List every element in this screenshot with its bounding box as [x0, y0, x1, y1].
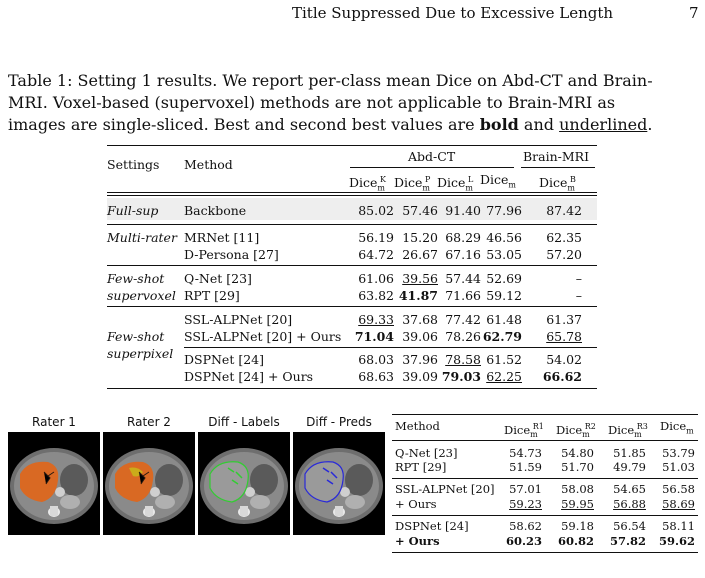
- value-cell: 57.20: [546, 247, 582, 262]
- dice-header-row: [107, 171, 597, 193]
- method-cell: Q-Net [23]: [395, 446, 458, 460]
- value-cell: 51.59: [509, 460, 542, 474]
- value-cell: 37.68: [402, 312, 438, 327]
- value-cell: 51.70: [561, 460, 594, 474]
- method-cell: DSPNet [24]: [395, 519, 469, 533]
- dice-k-header: Dice$_m^K$: [349, 175, 386, 193]
- value-cell: 39.06: [402, 329, 438, 344]
- method-cell: SSL-ALPNet [20] + Ours: [184, 329, 342, 344]
- rater-table-row: [392, 482, 698, 497]
- value-cell: 56.58: [662, 482, 695, 496]
- value-cell: 68.63: [358, 369, 394, 384]
- value-cell: –: [575, 288, 582, 303]
- value-cell: 59.62: [658, 534, 695, 548]
- ct-slice-image: [8, 432, 100, 535]
- caption-line-3: images are single-sliced. Best and second best values are bold and underlined.: [8, 115, 653, 134]
- caption-line-2: MRI. Voxel-based (supervoxel) methods are not applicable to Brain-MRI as: [8, 93, 616, 112]
- value-cell: 37.96: [402, 352, 438, 367]
- value-cell: 58.69: [662, 497, 695, 511]
- rater-table-row: [392, 460, 698, 475]
- value-cell: 68.03: [358, 352, 394, 367]
- dice-l-header: Dice$_m^L$: [437, 175, 474, 193]
- value-cell: 56.88: [613, 497, 646, 511]
- rater-col-r3-header: Dice$_m^{R3}$: [608, 422, 648, 440]
- image-label: Rater 2: [127, 415, 171, 429]
- value-cell: 54.02: [546, 352, 582, 367]
- rater-col-mean-header: Dice$_m$: [660, 419, 694, 436]
- value-cell: 54.73: [509, 446, 542, 460]
- ct-slice-image: [198, 432, 290, 535]
- value-cell: 59.23: [509, 497, 542, 511]
- col-abd-ct-header: Abd-CT: [408, 149, 456, 164]
- setting-label: supervoxel: [107, 288, 176, 303]
- value-cell: 51.85: [613, 446, 646, 460]
- table-caption: [8, 70, 698, 136]
- value-cell: 39.09: [402, 369, 438, 384]
- method-cell: Q-Net [23]: [184, 271, 252, 286]
- dice-mean-header: Dice$_m$: [480, 172, 517, 190]
- method-cell: DSPNet [24] + Ours: [184, 369, 314, 384]
- value-cell: 61.52: [486, 352, 522, 367]
- value-cell: 53.79: [662, 446, 695, 460]
- rater-col-r1-header: Dice$_m^{R1}$: [504, 422, 544, 440]
- method-cell: Backbone: [184, 203, 247, 218]
- value-cell: 67.16: [445, 247, 481, 262]
- value-cell: 26.67: [402, 247, 438, 262]
- setting-label: superpixel: [107, 346, 174, 361]
- value-cell: 61.06: [358, 271, 394, 286]
- setting-label: Few-shot: [107, 271, 165, 286]
- value-cell: 51.03: [662, 460, 695, 474]
- col-brain-mri-header: Brain-MRI: [523, 149, 590, 164]
- method-cell: D-Persona [27]: [184, 247, 279, 262]
- value-cell: 91.40: [445, 203, 481, 218]
- value-cell: 59.18: [561, 519, 594, 533]
- setting-label: Few-shot: [107, 329, 165, 344]
- image-label: Diff - Labels: [208, 415, 280, 429]
- ct-slice-image: [293, 432, 385, 535]
- method-cell: + Ours: [395, 534, 440, 548]
- rater-table-row: [392, 519, 698, 534]
- value-cell: 58.08: [561, 482, 594, 496]
- value-cell: 66.62: [542, 369, 582, 384]
- table-row: [107, 202, 597, 220]
- value-cell: 52.69: [486, 271, 522, 286]
- rater-table-row: [392, 446, 698, 461]
- table-row: [107, 270, 597, 288]
- page-number: 7: [689, 4, 699, 22]
- value-cell: 46.56: [486, 230, 522, 245]
- value-cell: 61.37: [546, 312, 582, 327]
- value-cell: 71.04: [354, 329, 394, 344]
- col-method-header: Method: [184, 157, 233, 172]
- table-row: [107, 287, 597, 305]
- setting-label: Multi-rater: [107, 230, 177, 245]
- value-cell: 15.20: [402, 230, 438, 245]
- value-cell: 57.82: [609, 534, 646, 548]
- rater-table-row: [392, 534, 698, 549]
- value-cell: 65.78: [546, 329, 582, 344]
- value-cell: 54.80: [561, 446, 594, 460]
- value-cell: 39.56: [402, 271, 438, 286]
- dice-p-header: Dice$_m^P$: [394, 175, 431, 193]
- value-cell: 85.02: [358, 203, 394, 218]
- table-row: [107, 311, 597, 329]
- caption-line-1: Table 1: Setting 1 results. We report per-class mean Dice on Abd-CT and Brain-: [8, 71, 653, 90]
- value-cell: 78.26: [445, 329, 481, 344]
- method-cell: + Ours: [395, 497, 437, 511]
- dice-b-header: Dice$_m^B$: [539, 175, 576, 193]
- value-cell: 61.48: [486, 312, 522, 327]
- page-header: [0, 4, 705, 26]
- bold-word: bold: [479, 115, 519, 134]
- method-cell: RPT [29]: [395, 460, 447, 474]
- value-cell: 60.82: [557, 534, 594, 548]
- value-cell: 60.23: [505, 534, 542, 548]
- segmentation-figure: [7, 415, 384, 537]
- method-cell: RPT [29]: [184, 288, 240, 303]
- value-cell: 62.35: [546, 230, 582, 245]
- value-cell: 56.19: [358, 230, 394, 245]
- value-cell: 57.01: [509, 482, 542, 496]
- method-cell: DSPNet [24]: [184, 352, 264, 367]
- value-cell: 58.62: [509, 519, 542, 533]
- value-cell: 79.03: [441, 369, 481, 384]
- image-label: Rater 1: [32, 415, 76, 429]
- value-cell: 78.58: [445, 352, 481, 367]
- underlined-word: underlined: [559, 115, 648, 134]
- value-cell: 54.65: [613, 482, 646, 496]
- col-settings-header: Settings: [107, 157, 160, 172]
- value-cell: 62.79: [482, 329, 522, 344]
- value-cell: 57.46: [402, 203, 438, 218]
- table-row: [107, 246, 597, 264]
- value-cell: 49.79: [613, 460, 646, 474]
- value-cell: 58.11: [662, 519, 695, 533]
- table-row: [107, 368, 597, 386]
- value-cell: 53.05: [486, 247, 522, 262]
- method-cell: SSL-ALPNet [20]: [184, 312, 293, 327]
- running-title: Title Suppressed Due to Excessive Length: [292, 4, 614, 22]
- image-label: Diff - Preds: [306, 415, 372, 429]
- value-cell: 68.29: [445, 230, 481, 245]
- value-cell: 59.95: [561, 497, 594, 511]
- value-cell: 59.12: [486, 288, 522, 303]
- setting-label: Full-sup: [107, 203, 159, 218]
- table-row: [107, 229, 597, 247]
- rater-table-row: [392, 497, 698, 512]
- value-cell: 71.66: [445, 288, 481, 303]
- table-row: [107, 328, 597, 346]
- rater-col-r2-header: Dice$_m^{R2}$: [556, 422, 596, 440]
- value-cell: 77.42: [445, 312, 481, 327]
- value-cell: 62.25: [486, 369, 522, 384]
- value-cell: 64.72: [358, 247, 394, 262]
- method-cell: MRNet [11]: [184, 230, 260, 245]
- value-cell: 87.42: [546, 203, 582, 218]
- table-row: [107, 351, 597, 369]
- value-cell: 77.96: [486, 203, 522, 218]
- value-cell: 57.44: [445, 271, 481, 286]
- value-cell: –: [575, 271, 582, 286]
- rater-col-method-header: Method: [395, 419, 440, 433]
- value-cell: 56.54: [613, 519, 646, 533]
- method-cell: SSL-ALPNet [20]: [395, 482, 495, 496]
- value-cell: 41.87: [398, 288, 438, 303]
- value-cell: 69.33: [358, 312, 394, 327]
- value-cell: 63.82: [358, 288, 394, 303]
- rater-table-header: [392, 419, 698, 440]
- ct-slice-image: [103, 432, 195, 535]
